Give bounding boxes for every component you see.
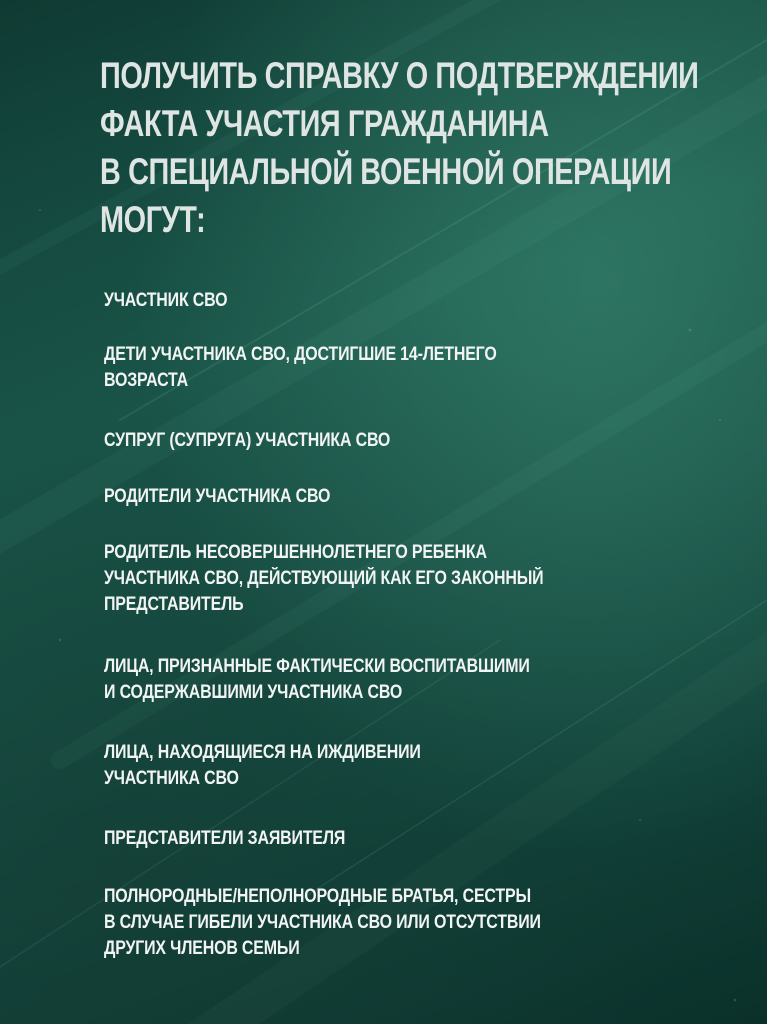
list-item-line: СУПРУГ (СУПРУГА) УЧАСТНИКА СВО (104, 430, 391, 451)
list-item-line: УЧАСТНИКА СВО (104, 768, 239, 789)
list-item-parents (104, 484, 373, 510)
headline (100, 52, 700, 244)
list-item-dependents (104, 740, 481, 792)
list-item-children (104, 342, 571, 394)
list-item-line: ДЕТИ УЧАСТНИКА СВО, ДОСТИГШИЕ 14-ЛЕТНЕГО (104, 344, 497, 365)
list-item-line: ПРЕДСТАВИТЕЛЬ (104, 594, 244, 615)
list-item-line: ПРЕДСТАВИТЕЛИ ЗАЯВИТЕЛЯ (104, 828, 346, 849)
list-item-line: РОДИТЕЛИ УЧАСТНИКА СВО (104, 486, 331, 507)
list-item-line: И СОДЕРЖАВШИМИ УЧАСТНИКА СВО (104, 682, 403, 703)
list-item-line: ВОЗРАСТА (104, 370, 188, 391)
list-item-line: ЛИЦА, ПРИЗНАННЫЕ ФАКТИЧЕСКИ ВОСПИТАВШИМИ (104, 656, 530, 677)
list-item-line: ПОЛНОРОДНЫЕ/НЕПОЛНОРОДНЫЕ БРАТЬЯ, СЕСТРЫ (104, 886, 531, 907)
list-item-line: РОДИТЕЛЬ НЕСОВЕРШЕННОЛЕТНЕГО РЕБЕНКА (104, 542, 487, 563)
list-item-legal-representative (104, 540, 627, 618)
list-item-siblings (104, 884, 624, 962)
list-item-line: УЧАСТНИКА СВО, ДЕЙСТВУЮЩИЙ КАК ЕГО ЗАКОННЫЙ (104, 568, 544, 589)
headline-line: В СПЕЦИАЛЬНОЙ ВОЕННОЙ ОПЕРАЦИИ (100, 151, 672, 192)
list-item-spouse (104, 428, 445, 454)
list-item-participant (104, 288, 251, 314)
headline-line: ФАКТА УЧАСТИЯ ГРАЖДАНИНА (100, 103, 549, 144)
list-item-foster-carers (104, 654, 611, 706)
list-item-applicant-representatives (104, 826, 391, 852)
list-item-line: УЧАСТНИК СВО (104, 290, 228, 311)
list-item-line: ЛИЦА, НАХОДЯЩИЕСЯ НА ИЖДИВЕНИИ (104, 742, 421, 763)
headline-line: ПОЛУЧИТЬ СПРАВКУ О ПОДТВЕРЖДЕНИИ (100, 55, 699, 96)
headline-line: МОГУТ: (100, 199, 206, 240)
list-item-line: ДРУГИХ ЧЛЕНОВ СЕМЬИ (104, 938, 300, 959)
list-item-line: В СЛУЧАЕ ГИБЕЛИ УЧАСТНИКА СВО ИЛИ ОТСУТСТВИИ (104, 912, 541, 933)
